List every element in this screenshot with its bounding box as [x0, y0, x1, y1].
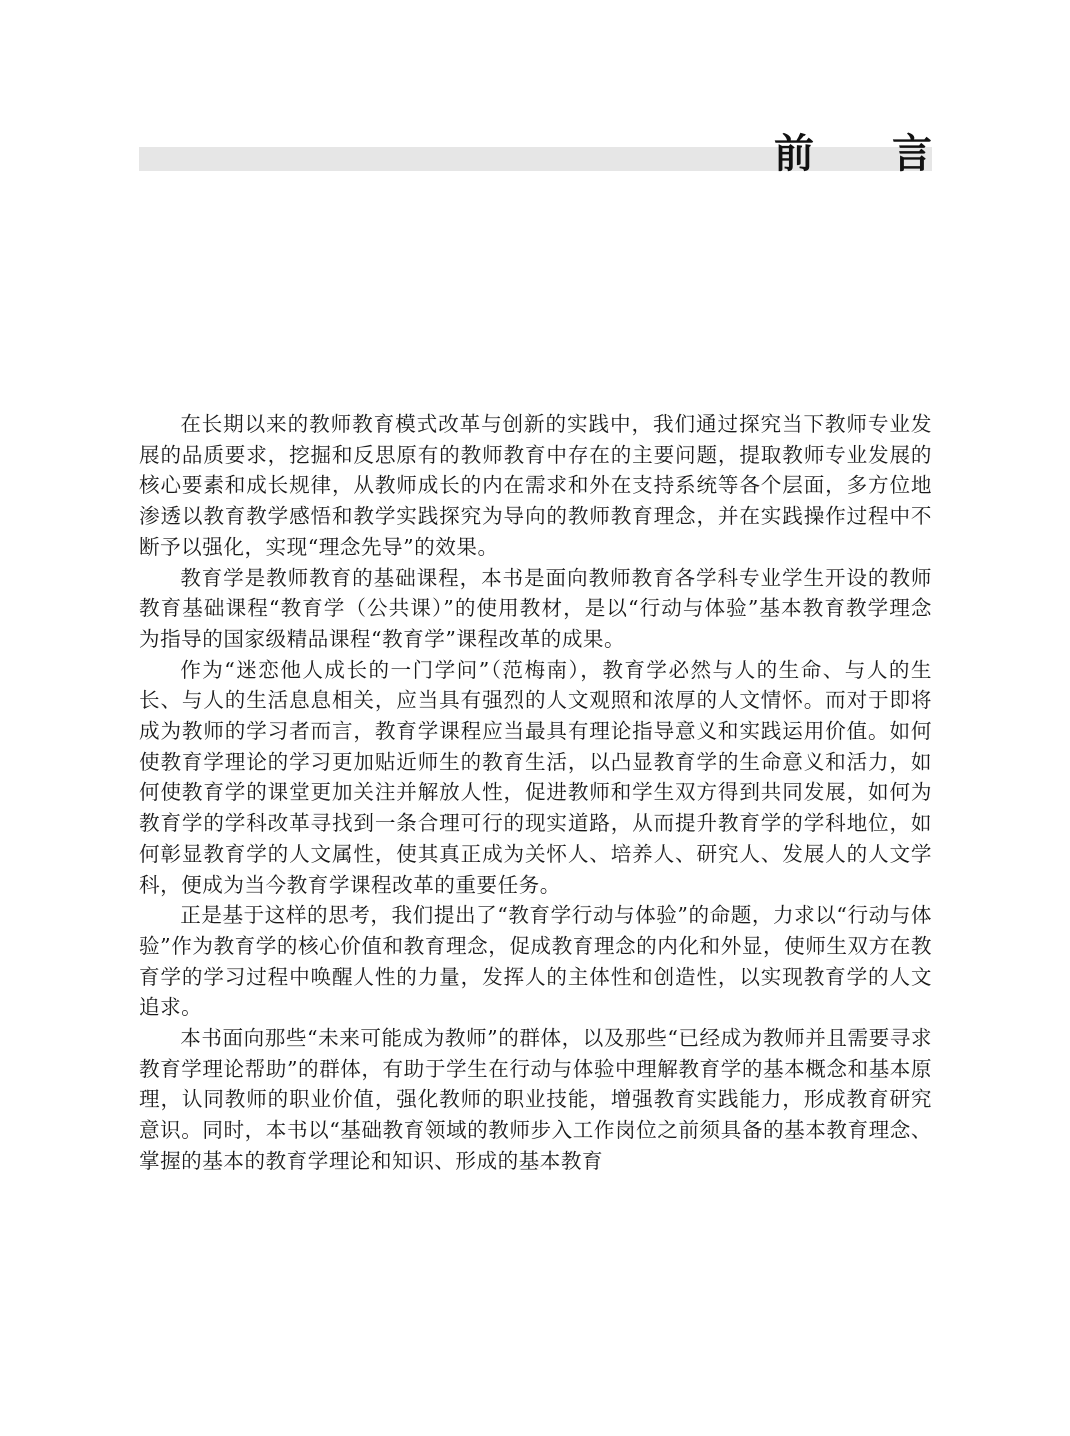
page-title: 前言 [774, 131, 1010, 177]
preface-body [139, 409, 932, 1177]
paragraph: 在长期以来的教师教育模式改革与创新的实践中，我们通过探究当下教师专业发展的品质要求，挖掘和反思原有的教师教育中存在的主要问题，提取教师专业发展的核心要素和成长规律，从教师成长的内在需求和外在支持系统等各个层面，多方位地渗透以教育教学感悟和教学实践探究为导向的教师教育理念，并在实践操作过程中不断予以强化，实现“理念先导”的效果。 [139, 412, 932, 559]
paragraph: 教育学是教师教育的基础课程，本书是面向教师教育各学科专业学生开设的教师教育基础课程“教育学（公共课）”的使用教材，是以“行动与体验”基本教育教学理念为指导的国家级精品课程“教育学”课程改革的成果。 [139, 565, 932, 651]
paragraph: 作为“迷恋他人成长的一门学问”（范梅南），教育学必然与人的生命、与人的生长、与人的生活息息相关，应当具有强烈的人文观照和浓厚的人文情怀。而对于即将成为教师的学习者而言，教育学课程应当最具有理论指导意义和实践运用价值。如何使教育学理论的学习更加贴近师生的教育生活，以凸显教育学的生命意义和活力，如何使教育学的课堂更加关注并解放人性，促进教师和学生双方得到共同发展，如何为教育学的学科改革寻找到一条合理可行的现实道路，从而提升教育学的学科地位，如何彰显教育学的人文属性，使其真正成为关怀人、培养人、研究人、发展人的人文学科，便成为当今教育学课程改革的重要任务。 [139, 657, 932, 897]
paragraph: 正是基于这样的思考，我们提出了“教育学行动与体验”的命题，力求以“行动与体验”作为教育学的核心价值和教育理念，促成教育理念的内化和外显，使师生双方在教育学的学习过程中唤醒人性的力量，发挥人的主体性和创造性，以实现教育学的人文追求。 [139, 903, 932, 1020]
paragraph: 本书面向那些“未来可能成为教师”的群体，以及那些“已经成为教师并且需要寻求教育学理论帮助”的群体，有助于学生在行动与体验中理解教育学的基本概念和基本原理，认同教师的职业价值，强化教师的职业技能，增强教育实践能力，形成教育研究意识。同时，本书以“基础教育领域的教师步入工作岗位之前须具备的基本教育理念、掌握的基本的教育学理论和知识、形成的基本教育 [139, 1026, 932, 1173]
